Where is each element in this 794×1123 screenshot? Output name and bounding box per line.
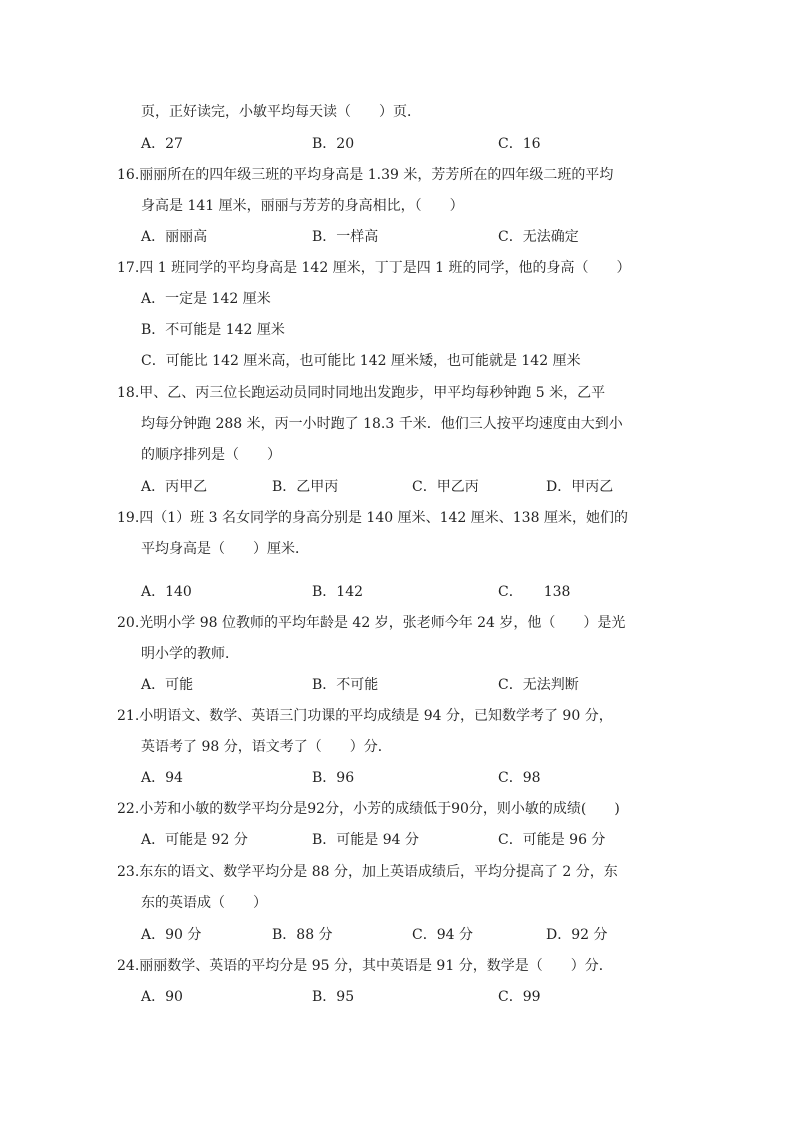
q23-option-b: B．88 分 [272, 927, 333, 943]
q21-option-a: A．94 [141, 770, 183, 786]
q19-text-line2: 平均身高是（ ）厘米． [141, 541, 309, 557]
q18-option-c: C．甲乙丙 [412, 479, 479, 495]
q16-option-b: B．一样高 [312, 229, 379, 245]
q21-text-line2: 英语考了 98 分，语文考了（ ）分． [141, 739, 392, 755]
q24-text-line1: 24.丽丽数学、英语的平均分是 95 分，其中英语是 91 分，数学是（ ）分． [117, 958, 613, 974]
q18-option-d: D．甲丙乙 [546, 479, 614, 495]
q23-option-c: C．94 分 [412, 927, 473, 943]
q20-option-a: A．可能 [141, 677, 194, 693]
q17-option-c: C．可能比 142 厘米高，也可能比 142 厘米矮，也可能就是 142 厘米 [141, 353, 581, 369]
q24-option-c: C．99 [498, 989, 541, 1005]
q24-option-a: A．90 [141, 989, 183, 1005]
q20-option-c: C．无法判断 [498, 677, 579, 693]
q16-option-a: A．丽丽高 [141, 229, 208, 245]
q23-option-a: A．90 分 [141, 927, 202, 943]
q24-option-b: B．95 [312, 989, 355, 1005]
q20-text-line1: 20.光明小学 98 位教师的平均年龄是 42 岁，张老师今年 24 岁，他（ ）是光 [117, 615, 626, 631]
q22-option-a: A．可能是 92 分 [141, 832, 248, 848]
q19-text-line1: 19.四（1）班 3 名女同学的身高分别是 140 厘米、142 厘米、138 厘米，她们的 [117, 510, 628, 526]
q16-option-c: C．无法确定 [498, 229, 579, 245]
q15-option-b: B．20 [312, 136, 355, 152]
q15-option-c: C．16 [498, 136, 541, 152]
q18-text-line3: 的顺序排列是（ ） [141, 447, 281, 463]
q16-text-line1: 16.丽丽所在的四年级三班的平均身高是 1.39 米，芳芳所在的四年级二班的平均 [117, 167, 614, 183]
q18-text-line1: 18.甲、乙、丙三位长跑运动员同时同地出发跑步，甲平均每秒钟跑 5 米，乙平 [117, 385, 606, 401]
q17-text-line1: 17.四 1 班同学的平均身高是 142 厘米，丁丁是四 1 班的同学，他的身高（ ） [117, 260, 631, 276]
q18-option-b: B．乙甲丙 [272, 479, 339, 495]
q16-text-line2: 身高是 141 厘米，丽丽与芳芳的身高相比，（ ） [141, 198, 464, 214]
q22-option-c: C．可能是 96 分 [498, 832, 606, 848]
q21-option-c: C．98 [498, 770, 541, 786]
q15-text-line2: 页，正好读完，小敏平均每天读（ ）页． [141, 104, 421, 120]
q21-option-b: B．96 [312, 770, 355, 786]
q22-text-line1: 22.小芳和小敏的数学平均分是92分，小芳的成绩低于90分，则小敏的成绩( ) [117, 801, 620, 817]
q15-option-a: A．27 [141, 136, 183, 152]
q17-option-b: B．不可能是 142 厘米 [141, 322, 285, 338]
q18-option-a: A．丙甲乙 [141, 479, 208, 495]
q19-option-b: B．142 [312, 584, 364, 600]
q23-option-d: D．92 分 [546, 927, 608, 943]
q21-text-line1: 21.小明语文、数学、英语三门功课的平均成绩是 94 分，已知数学考了 90 分， [117, 708, 613, 724]
q22-option-b: B．可能是 94 分 [312, 832, 420, 848]
q23-text-line1: 23.东东的语文、数学平均分是 88 分，加上英语成绩后，平均分提高了 2 分，东 [117, 864, 618, 880]
q23-text-line2: 东的英语成（ ） [141, 895, 267, 911]
q19-option-c: C． 138 [498, 584, 571, 600]
q20-option-b: B．不可能 [312, 677, 379, 693]
q19-option-a: A．140 [141, 584, 192, 600]
q17-option-a: A．一定是 142 厘米 [141, 291, 271, 307]
q20-text-line2: 明小学的教师． [141, 646, 239, 662]
q18-text-line2: 均每分钟跑 288 米，丙一小时跑了 18.3 千米．他们三人按平均速度由大到小 [141, 416, 623, 432]
